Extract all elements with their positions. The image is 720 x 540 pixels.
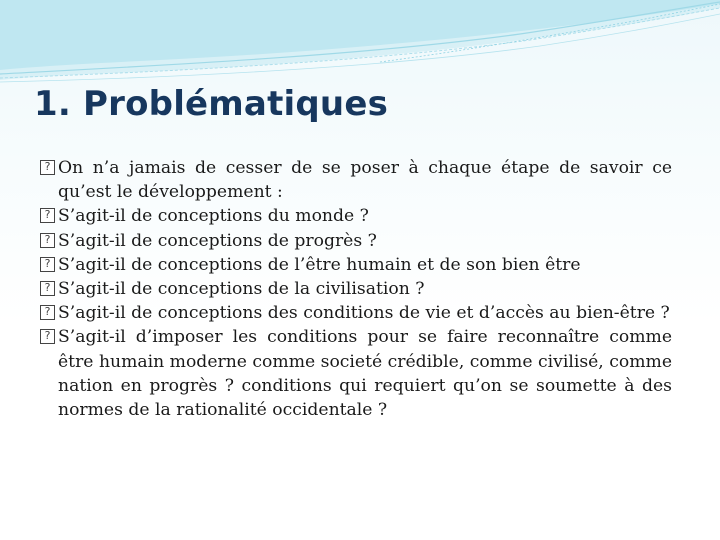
bullet-box-icon: ? bbox=[40, 329, 55, 344]
bullet-box-icon: ? bbox=[40, 160, 55, 175]
bullet-box-icon: ? bbox=[40, 208, 55, 223]
bullet-text: S’agit-il de conceptions des conditions de vie et d’accès au bien-être ? bbox=[58, 303, 670, 324]
bullet-item-1 bbox=[40, 156, 672, 204]
bullet-text: S’agit-il de conceptions du monde ? bbox=[58, 206, 369, 227]
bullet-item-5 bbox=[40, 277, 672, 301]
bullet-text: On n’a jamais de cesser de se poser à chaque étape de savoir ce qu’est le développement : bbox=[58, 158, 672, 203]
bullet-box-icon: ? bbox=[40, 257, 55, 272]
header-swoosh-decoration bbox=[0, 0, 720, 90]
bullet-text: S’agit-il d’imposer les conditions pour se faire reconnaître comme être humain moderne comme societé crédible, comme civilisé, comme nation en progrès ? conditions qui requiert qu’on se soumette à des normes de la rationalité occidentale ? bbox=[58, 327, 672, 421]
bullet-item-6 bbox=[40, 301, 672, 325]
bullet-text: S’agit-il de conceptions de progrès ? bbox=[58, 230, 377, 251]
bullet-box-icon: ? bbox=[40, 233, 55, 248]
bullet-list bbox=[40, 156, 672, 422]
bullet-box-icon: ? bbox=[40, 305, 55, 320]
bullet-text: S’agit-il de conceptions de l’être humain et de son bien être bbox=[58, 254, 581, 275]
bullet-item-2 bbox=[40, 204, 672, 228]
bullet-item-3 bbox=[40, 229, 672, 253]
bullet-text: S’agit-il de conceptions de la civilisation ? bbox=[58, 279, 425, 300]
slide-title: 1. Problématiques bbox=[34, 84, 389, 124]
bullet-item-7 bbox=[40, 325, 672, 422]
bullet-item-4 bbox=[40, 253, 672, 277]
bullet-box-icon: ? bbox=[40, 281, 55, 296]
